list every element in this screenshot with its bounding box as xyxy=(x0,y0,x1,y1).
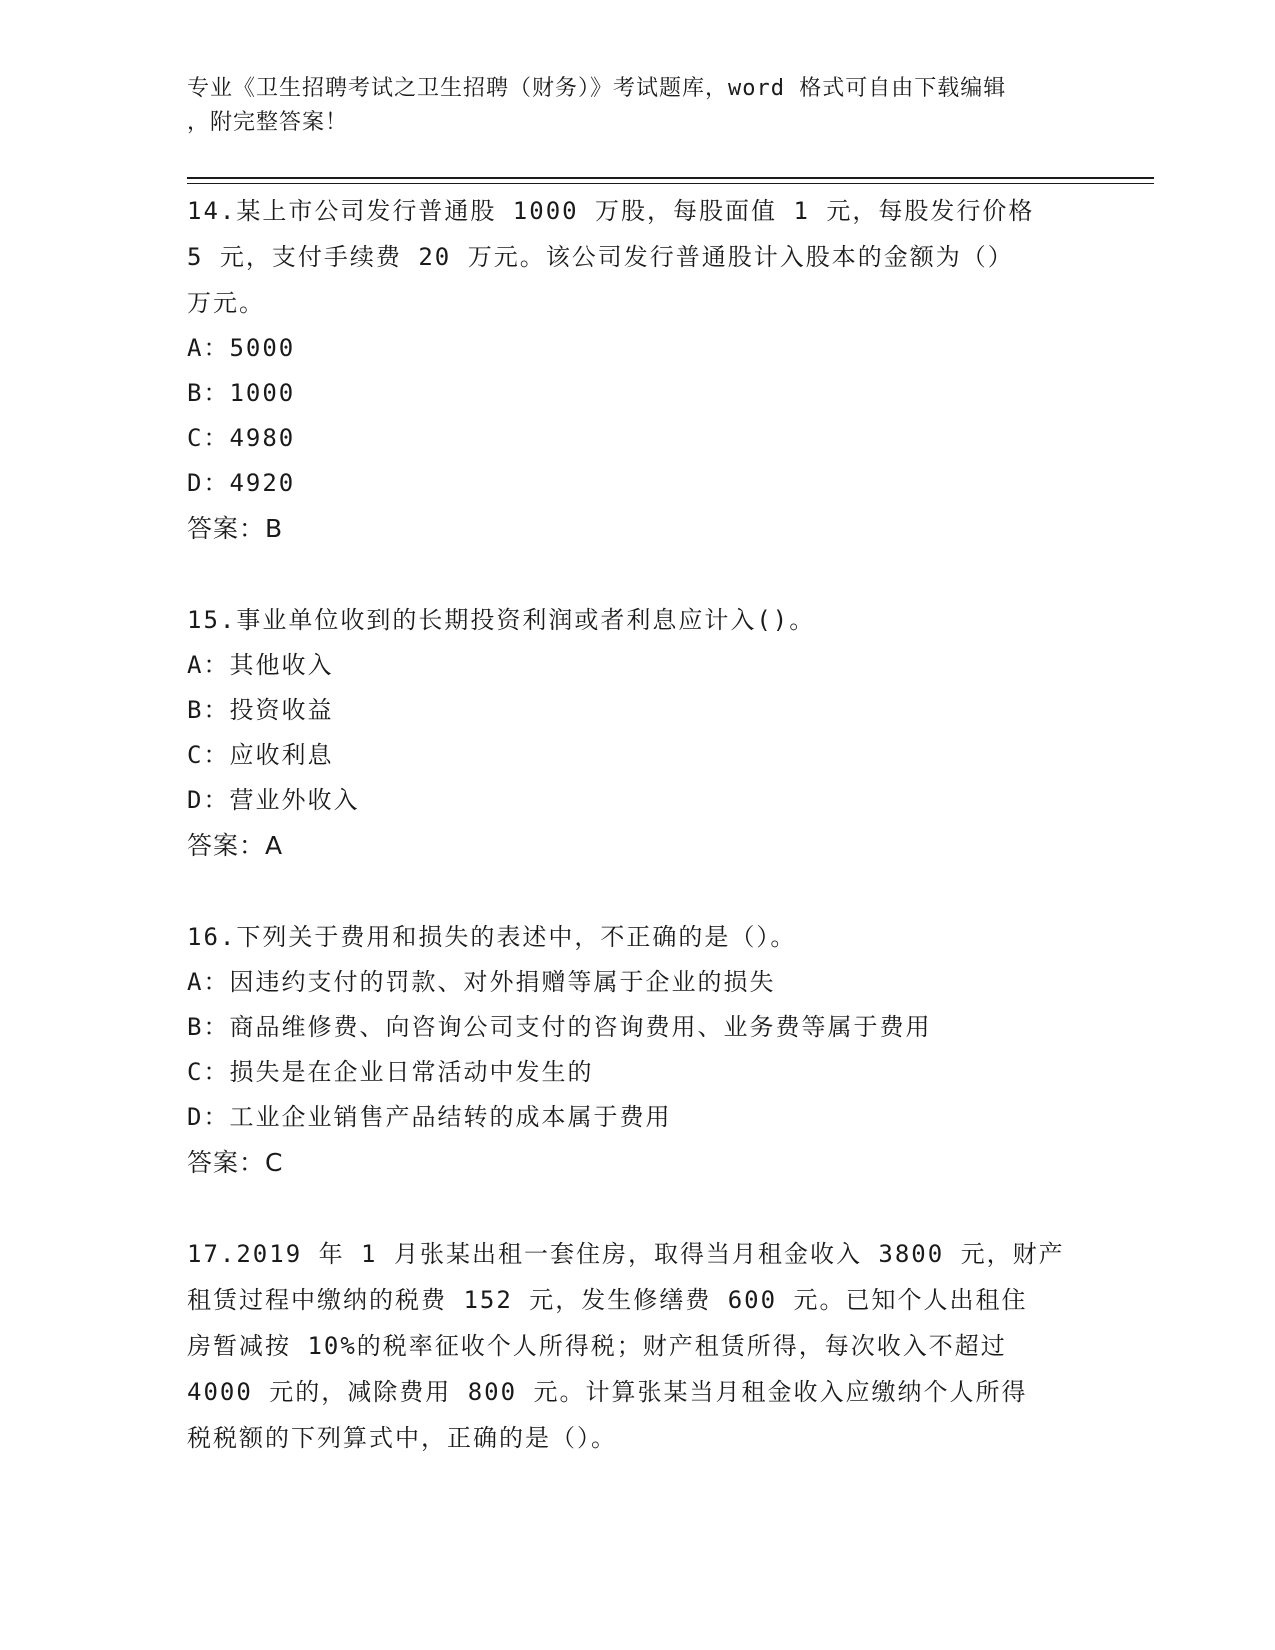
option-c: C：损失是在企业日常活动中发生的 xyxy=(187,1058,594,1086)
question-stem-line: 17.2019 年 1 月张某出租一套住房，取得当月租金收入 3800 元，财产 xyxy=(187,1240,1065,1268)
question-17 xyxy=(187,1231,1087,1461)
question-stem-line: 16.下列关于费用和损失的表述中，不正确的是（）。 xyxy=(187,923,797,951)
option-d: D：4920 xyxy=(187,469,296,497)
header-rule-thin xyxy=(187,183,1154,184)
option-b: B：投资收益 xyxy=(187,696,334,724)
question-stem-line: 14.某上市公司发行普通股 1000 万股，每股面值 1 元，每股发行价格 xyxy=(187,197,1035,225)
option-d: D：工业企业销售产品结转的成本属于费用 xyxy=(187,1103,672,1131)
question-stem-line: 租赁过程中缴纳的税费 152 元，发生修缮费 600 元。已知个人出租住 xyxy=(187,1286,1028,1314)
question-stem-line: 15.事业单位收到的长期投资利润或者利息应计入()。 xyxy=(187,606,816,634)
option-b: B：1000 xyxy=(187,379,296,407)
option-a: A：其他收入 xyxy=(187,651,334,679)
document-header xyxy=(187,72,1087,140)
header-line-1: 专业《卫生招聘考试之卫生招聘（财务）》考试题库，word 格式可自由下载编辑 xyxy=(187,76,1007,101)
question-15 xyxy=(187,597,1087,868)
header-line-2: ，附完整答案！ xyxy=(187,110,349,135)
question-stem-line: 4000 元的，减除费用 800 元。计算张某当月租金收入应缴纳个人所得 xyxy=(187,1378,1028,1406)
option-b: B：商品维修费、向咨询公司支付的咨询费用、业务费等属于费用 xyxy=(187,1013,932,1041)
option-a: A：5000 xyxy=(187,334,296,362)
option-d: D：营业外收入 xyxy=(187,786,360,814)
question-stem-line: 万元。 xyxy=(187,289,265,317)
option-c: C：4980 xyxy=(187,424,296,452)
question-14 xyxy=(187,188,1087,551)
option-c: C：应收利息 xyxy=(187,741,334,769)
answer: 答案：B xyxy=(187,514,284,543)
question-16 xyxy=(187,914,1087,1185)
answer: 答案：A xyxy=(187,831,284,860)
question-stem-line: 税税额的下列算式中，正确的是（）。 xyxy=(187,1424,617,1452)
question-stem-line: 5 元，支付手续费 20 万元。该公司发行普通股计入股本的金额为（） xyxy=(187,243,1014,271)
question-list xyxy=(187,188,1087,1507)
option-a: A：因违约支付的罚款、对外捐赠等属于企业的损失 xyxy=(187,968,776,996)
header-rule-thick xyxy=(187,177,1154,179)
answer: 答案：C xyxy=(187,1148,284,1177)
question-stem-line: 房暂减按 10%的税率征收个人所得税；财产租赁所得，每次收入不超过 xyxy=(187,1332,1007,1360)
